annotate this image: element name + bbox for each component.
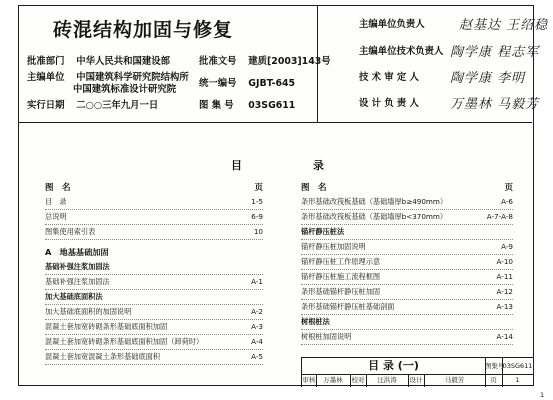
toc-entry-page: A-14 [496,332,513,341]
chief-editor-row: 主编单位 中国建筑科学研究院结构所 [27,72,189,83]
toc-entry-page: A-1 [251,277,263,286]
toc-entry-title: 混凝土套加宽砖砌条形基础底面积加固（卸荷时） [45,337,204,346]
drawing-sheet [18,5,549,386]
toc-entry [301,270,513,285]
toc-entry [45,350,263,365]
toc-entry [301,285,513,300]
toc-entry [45,195,263,210]
toc-entry [301,300,513,315]
toc-entry-title: 锚杆静压桩工作原理示意 [301,257,381,266]
design-lead-signature: 万墨林 马毅芳 [450,97,540,112]
toc-right-column [301,181,513,345]
toc-entry-page: A-4 [251,337,263,346]
chief-editor-row-2: 中国建筑标准设计研究院 [73,84,177,95]
toc-entry [45,210,263,225]
responsible-person-label: 主编单位负责人 [359,19,425,30]
toc-entry-page: A-7-A-8 [486,212,513,221]
toc-entry-title: 总说明 [45,212,67,221]
toc-entry-title: 锚杆静压桩法 [301,227,345,236]
toc-heading: 目 录 [231,159,324,172]
toc-entry [45,335,263,350]
header-block [19,6,549,123]
page-value: 1 [515,376,520,384]
responsible-person-signature: 赵基达 王绍稳 [459,18,549,33]
toc-entry-title: 基础补强注浆加固法 [45,277,110,286]
toc-entry-page: A-2 [251,307,263,316]
toc-entry-title: 条形基础锚杆静压桩加固 [301,287,381,296]
toc-left-entries [45,195,263,365]
toc-entry-title: 基础补强注浆加固法 [45,262,110,271]
check-signature: 汪洪涛 [366,374,409,387]
toc-entry [301,240,513,255]
approval-department-row: 批准部门 中华人民共和国建设部 [27,56,171,67]
toc-right-entries [301,195,513,345]
toc-subsection-heading [301,315,513,330]
toc-entry-title: 混凝土套加宽砖砌条形基础底面积加固 [45,322,168,331]
toc-entry-title: 图集使用索引表 [45,227,96,236]
toc-entry-page: 10 [253,227,263,236]
design-signature: 马毅芳 [424,374,486,387]
toc-subsection-heading [301,225,513,240]
toc-subsection-heading [45,260,263,275]
toc-entry-page: 6-9 [251,212,263,221]
toc-entry-page: A-10 [496,257,513,266]
toc-entry-page: A-9 [501,242,513,251]
toc-entry-page: A-13 [496,302,513,311]
design-label: 设计 [408,374,425,387]
toc-entry-page: 1-5 [251,197,263,206]
toc-entry [301,330,513,345]
toc-entry-title: A 地基基础加固 [45,247,109,257]
toc-entry-title: 目 录 [45,197,67,206]
check-label: 校对 [350,374,367,387]
atlas-number-value: 03SG611 [502,358,533,375]
review-signature: 万墨林 [316,374,351,387]
toc-entry-title: 条形基础改筏板基础（基础墙厚b<370mm） [301,212,448,221]
toc-entry-page: A-5 [251,352,263,361]
toc-entry [301,210,513,225]
toc-entry-page: A-12 [496,287,513,296]
technical-lead-label: 主编单位技术负责人 [359,46,444,57]
toc-entry-title: 树根桩法 [301,317,330,326]
toc-left-column [45,181,263,365]
toc-entry-title: 加大基础底面积的加固说明 [45,307,132,316]
toc-right-column-header: 图 名 页 [301,183,513,193]
toc-entry [45,275,263,290]
toc-section-heading [45,246,263,260]
toc-subsection-heading [45,290,263,305]
page-label: 页 [485,374,503,387]
title-block [301,357,533,387]
toc-entry-title: 锚杆静压桩加固说明 [301,242,366,251]
document-title: 砖混结构加固与修复 [53,19,234,41]
design-lead-label: 设 计 负 责 人 [359,98,419,109]
approval-number-row: 批准文号 建质[2003]143号 [199,56,331,67]
toc-entry [45,320,263,335]
toc-entry [45,225,263,240]
signature-row [302,374,533,386]
effective-date-row: 实行日期 二○○三年九月一日 [27,100,159,111]
unified-number-row: 统一编号 GJBT-645 [199,78,296,89]
technical-reviewer-label: 技 术 审 定 人 [359,72,419,83]
technical-lead-signature: 陶学康 程志军 [450,45,540,60]
toc-left-column-header: 图 名 页 [45,183,263,193]
toc-entry-page: A-6 [501,197,513,206]
toc-entry-title: 条形基础锚杆静压桩基础剖面 [301,302,395,311]
toc-entry-title: 锚杆静压桩施工流程框图 [301,272,381,281]
toc-entry-title: 混凝土套加宽混凝土条形基础底面积 [45,352,161,361]
toc-entry-page: A-3 [251,322,263,331]
toc-entry [45,305,263,320]
toc-entry-page: A-11 [496,272,513,281]
atlas-number-row: 图 集 号 03SG611 [199,100,296,111]
toc-entry [301,255,513,270]
title-block-name: 目 录 (一) [302,358,486,375]
toc-entry [301,195,513,210]
toc-entry-title: 树根桩加固说明 [301,332,352,341]
atlas-number-label: 图集号 [485,358,503,375]
toc-entry-title: 加大基础底面积法 [45,292,103,301]
technical-reviewer-signature: 陶学康 李明 [450,71,526,86]
sheet-page-number: 1 [540,391,545,399]
review-label: 审核 [302,374,317,387]
toc-entry-title: 条形基础改筏板基础（基础墙厚b≥490mm） [301,197,448,206]
